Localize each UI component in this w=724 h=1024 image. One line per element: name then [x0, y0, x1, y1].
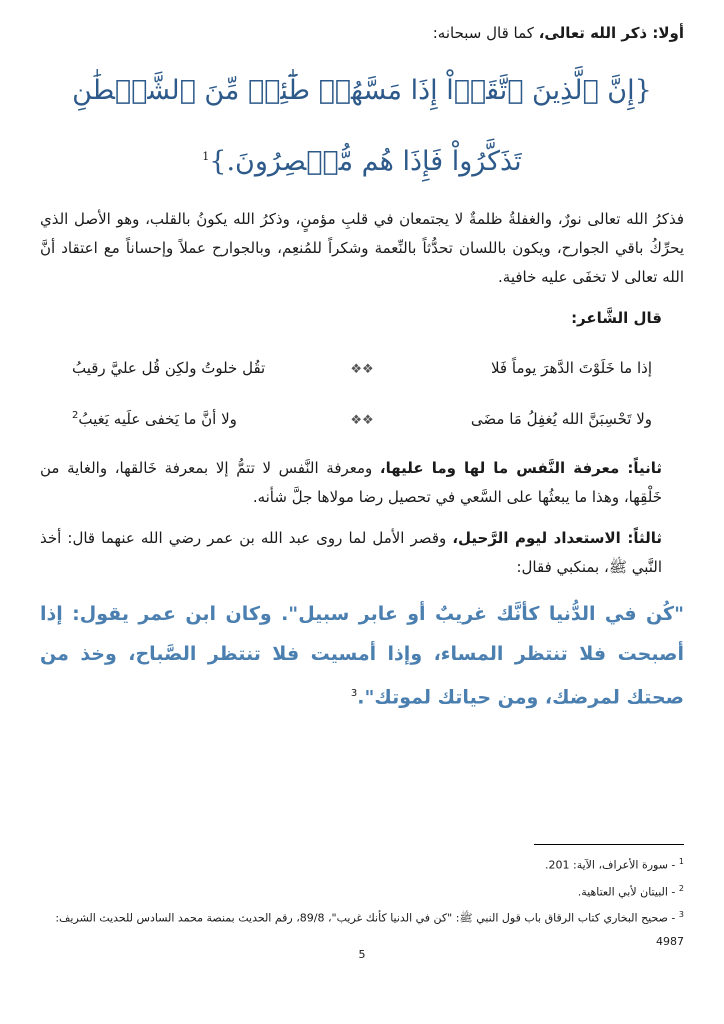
poem-hemistich-second: [72, 345, 332, 391]
paragraph-remembrance: فذكرُ الله تعالى نورٌ، والغفلةُ ظلمةٌ لا يجتمعان في قلبِ مؤمنٍ، وذكرُ الله يكونُ بالقلب، وهو الأصل الذي يحرِّكُ باقي الجوارح، ويكون باللسان تحدُّثاً بالنِّعمة وشكراً للمُنعِم، وبالجوارح عملاً وإحساناً مع اعتقاد أنَّ الله تعالى لا تخفَى عليه خافية.: [40, 210, 684, 286]
paragraph-departure-rest: وقصر الأمل لما روى عبد الله بن عمر رضي الله عنهما قال: أخذ النَّبي ﷺ، بمنكبي فقال:: [40, 529, 662, 576]
verse-open-brace: {: [634, 75, 652, 106]
paragraph-departure: [40, 524, 684, 582]
paragraph-self-knowledge-rest: ومعرفة النَّفس لا تتمُّ إلا بمعرفة خَالقها، والغاية من خَلْقِها، وهذا ما يبعثُها على السَّعي في تحصيل رضا مولاها جلَّ شأنه.: [40, 459, 662, 506]
poet-intro: [40, 304, 684, 333]
poem-hemistich-first: ولا تَحْسِبَنَّ الله يُغفِلُ مَا مضَى: [470, 410, 652, 428]
hadith-text: "كُن في الدُّنيا كأنَّك غريبٌ أو عابر سبيل". وكان ابن عمر يقول: إذا أصبحت فلا تنتظر المساء، وإذا أمسيت فلا تنتظر الصَّباح، وخذ من صحتك لمرضك، ومن حياتك لموتك".: [40, 603, 684, 709]
footnote-item: [40, 850, 684, 877]
poem-hemistich-second-text: تقُل خلوتُ ولكِن قُل عليَّ رقيبُ: [72, 359, 266, 377]
footnote-text: - سورة الأعراف، الآية: 201.: [545, 858, 676, 872]
footnote-mark: 2: [678, 883, 684, 893]
poet-intro-label: قال الشَّاعر:: [571, 309, 662, 327]
hadith-quote: [40, 594, 684, 717]
poem-separator-icon: ❖❖: [350, 413, 374, 428]
footnote-item: [40, 903, 684, 953]
paragraph-self-knowledge: [40, 454, 684, 512]
footnotes: [40, 850, 684, 953]
verse-text: إِنَّ ٱلَّذِينَ ٱتَّقَوۡاْ إِذَا مَسَّهُمۡ طَٰٓئِفٞ مِّنَ ٱلشَّيۡطَٰنِ تَذَكَّرُواْ فَإِذَا هُم مُّبۡصِرُونَ.: [72, 75, 635, 177]
verse-close-brace: }: [209, 146, 227, 177]
poem-hemistich-second-text: ولا أنَّ ما يَخفى علَيه يَغيبُ: [78, 410, 237, 428]
poem-separator-icon: ❖❖: [350, 362, 374, 377]
poem-footnote-mark: 2: [72, 410, 79, 421]
section-heading: [40, 20, 684, 46]
footnote-separator-line: [534, 844, 684, 845]
poem-hemistich-first: إذا ما خَلَوْتَ الدَّهرَ يوماً فَلا: [490, 359, 652, 377]
poem-line: [40, 393, 684, 444]
verse-footnote-mark: 1: [202, 150, 210, 163]
paragraph-departure-bold: ثالثاً: الاستعداد ليوم الرَّحيل،: [452, 529, 662, 547]
poem-hemistich-second: [72, 393, 332, 442]
hadith-footnote-mark: 3: [350, 688, 358, 699]
poem-line: [40, 345, 684, 393]
heading-bold: أولا: ذكر الله تعالى،: [538, 24, 684, 42]
quran-verse: [40, 58, 684, 195]
footnote-text: - صحيح البخاري كتاب الرقاق باب قول النبي ﷺ: "كن في الدنيا كأنك غريب"، 89/8، رقم الحديث بمنصة محمد السادس للحديث الشريف: 4987: [55, 911, 684, 948]
page-number: 5: [358, 948, 366, 961]
poem: [40, 345, 684, 444]
footnote-mark: 1: [678, 857, 684, 866]
paragraph-self-knowledge-bold: ثانياً: معرفة النَّفس ما لها وما عليها،: [379, 459, 662, 477]
footnote-text: - البيتان لأبي العتاهية.: [577, 885, 676, 899]
footnote-mark: 3: [678, 910, 684, 920]
heading-rest: كما قال سبحانه:: [432, 24, 539, 42]
footnote-item: [40, 877, 684, 904]
